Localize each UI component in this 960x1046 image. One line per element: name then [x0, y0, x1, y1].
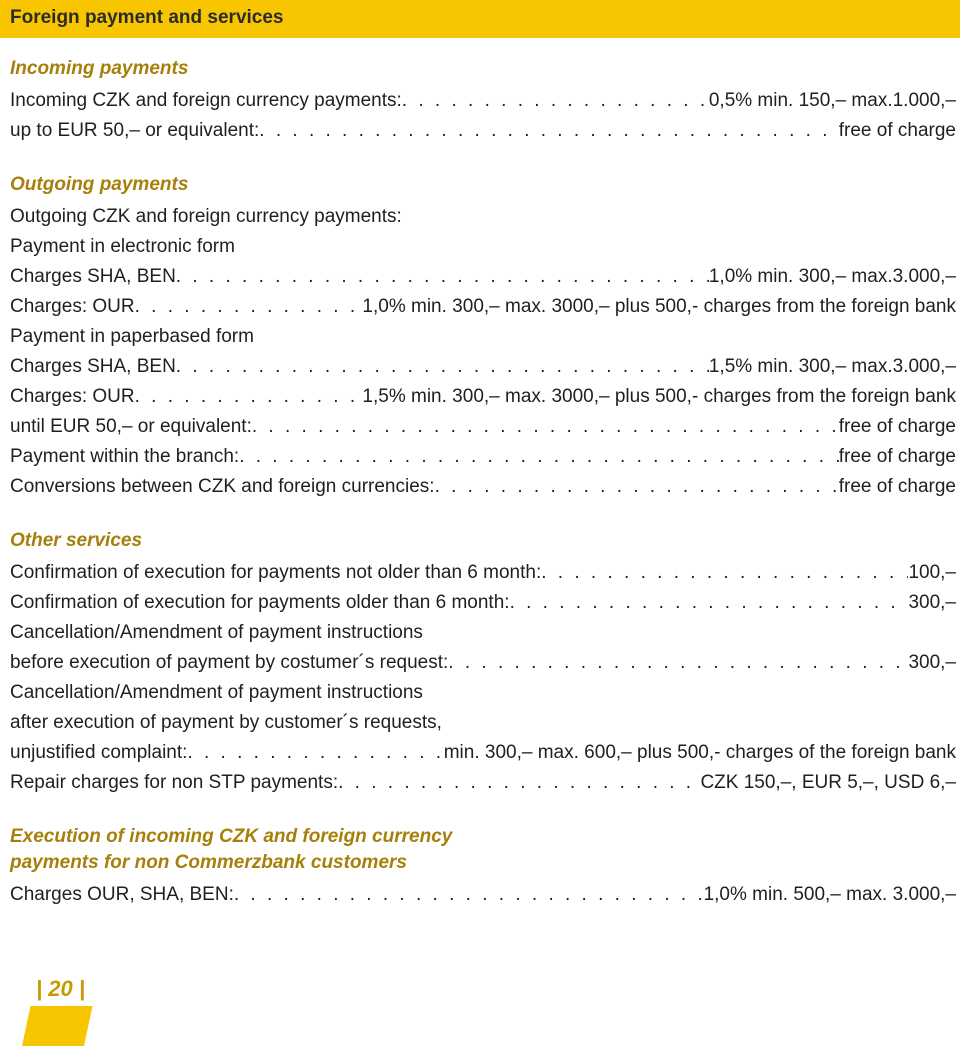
- page-tab-decoration: [22, 1006, 93, 1046]
- section-heading: Execution of incoming CZK and foreign currency: [10, 826, 453, 847]
- fee-label: Repair charges for non STP payments:: [10, 772, 339, 793]
- section-heading: Outgoing payments: [10, 174, 189, 195]
- fee-value: 1,0% min. 300,– max. 3000,– plus 500,- charges from the foreign bank: [362, 296, 956, 317]
- dot-leader: [448, 648, 908, 678]
- fee-row: [10, 442, 956, 472]
- fee-label: unjustified complaint:: [10, 742, 188, 763]
- dot-leader: [541, 558, 908, 588]
- fee-label: Conversions between CZK and foreign currencies:: [10, 476, 435, 497]
- text-line: Outgoing CZK and foreign currency payments:: [10, 206, 402, 227]
- fee-value: 1,5% min. 300,– max. 3000,– plus 500,- charges from the foreign bank: [362, 386, 956, 407]
- text-line: after execution of payment by customer´s requests,: [10, 712, 442, 733]
- fee-label: Payment within the branch:: [10, 446, 240, 467]
- page-number: | 20 |: [36, 976, 86, 1001]
- fee-value: 1,0% min. 500,– max. 3.000,–: [703, 884, 956, 905]
- fee-value: free of charge: [838, 120, 956, 141]
- section-outgoing-payments: [10, 172, 956, 502]
- fee-label: up to EUR 50,– or equivalent:: [10, 120, 260, 141]
- dot-leader: [252, 412, 839, 442]
- dot-leader: [510, 588, 909, 618]
- fee-value: 300,–: [908, 592, 956, 613]
- dot-leader: [176, 262, 709, 292]
- fee-row: [10, 588, 956, 618]
- dot-leader: [135, 292, 363, 322]
- fee-label: Incoming CZK and foreign currency payments:: [10, 90, 402, 111]
- fee-row: [10, 880, 956, 910]
- section-other-services: [10, 528, 956, 798]
- fee-row: [10, 382, 956, 412]
- fee-row: [10, 352, 956, 382]
- fee-value: 1,5% min. 300,– max.3.000,–: [708, 356, 956, 377]
- fee-value: free of charge: [838, 446, 956, 467]
- fee-value: 300,–: [908, 652, 956, 673]
- section-heading: Incoming payments: [10, 58, 189, 79]
- dot-leader: [234, 880, 704, 910]
- fee-value: min. 300,– max. 600,– plus 500,- charges of the foreign bank: [443, 742, 956, 763]
- fee-row: [10, 412, 956, 442]
- fee-row: [10, 116, 956, 146]
- dot-leader: [259, 116, 838, 146]
- fee-label: Charges: OUR: [10, 296, 135, 317]
- fee-list: [10, 56, 956, 936]
- fee-label: Charges OUR, SHA, BEN:: [10, 884, 234, 905]
- fee-value: 0,5% min. 150,– max.1.000,–: [708, 90, 956, 111]
- fee-row: [10, 648, 956, 678]
- dot-leader: [135, 382, 363, 412]
- fee-label: Confirmation of execution for payments not older than 6 month:: [10, 562, 542, 583]
- fee-label: Confirmation of execution for payments older than 6 month:: [10, 592, 510, 613]
- fee-value: free of charge: [838, 476, 956, 497]
- fee-row: [10, 768, 956, 798]
- fee-value: 100,–: [908, 562, 956, 583]
- fee-row: [10, 86, 956, 116]
- fee-row: [10, 738, 956, 768]
- fee-row: [10, 262, 956, 292]
- fee-label: Charges: OUR: [10, 386, 135, 407]
- fee-value: 1,0% min. 300,– max.3.000,–: [708, 266, 956, 287]
- fee-label: before execution of payment by costumer´s request:: [10, 652, 449, 673]
- fee-label: Charges SHA, BEN: [10, 266, 176, 287]
- section-incoming-payments: [10, 56, 956, 146]
- section-execution-incoming: [10, 824, 956, 910]
- section-heading: Other services: [10, 530, 143, 551]
- text-line: Cancellation/Amendment of payment instructions: [10, 622, 423, 643]
- fee-row: [10, 558, 956, 588]
- fee-row: [10, 292, 956, 322]
- text-line: Cancellation/Amendment of payment instructions: [10, 682, 423, 703]
- dot-leader: [239, 442, 839, 472]
- dot-leader: [402, 86, 709, 116]
- section-heading: payments for non Commerzbank customers: [10, 852, 407, 873]
- fee-row: [10, 472, 956, 502]
- dot-leader: [187, 738, 443, 768]
- fee-value: CZK 150,–, EUR 5,–, USD 6,–: [700, 772, 956, 793]
- dot-leader: [176, 352, 709, 382]
- page-title: Foreign payment and services: [10, 7, 284, 28]
- dot-leader: [435, 472, 839, 502]
- fee-label: Charges SHA, BEN: [10, 356, 176, 377]
- dot-leader: [338, 768, 700, 798]
- fee-value: free of charge: [838, 416, 956, 437]
- subheading-electronic: Payment in electronic form: [10, 236, 235, 257]
- page-header-bar: [0, 0, 960, 38]
- subheading-paperbased: Payment in paperbased form: [10, 326, 254, 347]
- fee-label: until EUR 50,– or equivalent:: [10, 416, 252, 437]
